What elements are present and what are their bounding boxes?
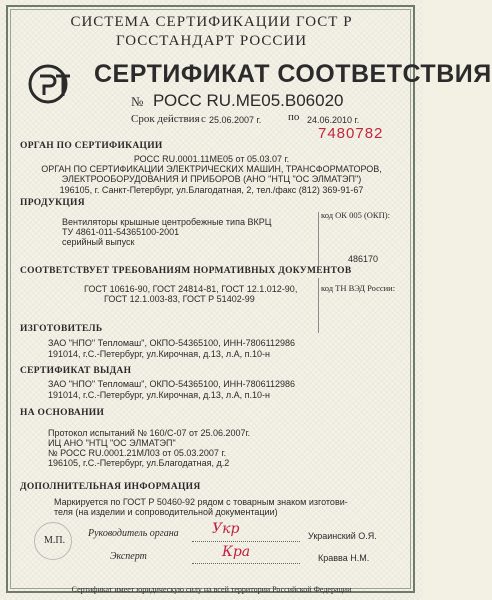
stamp-label: М.П.: [44, 535, 66, 546]
expert-signature: Кра: [222, 544, 251, 560]
requirements-line: ГОСТ 10616-90, ГОСТ 24814-81, ГОСТ 12.1.012-90,: [84, 284, 298, 294]
expert-name: Кравва Н.М.: [318, 553, 370, 563]
organ-line: РОСС RU.0001.11ME05 от 05.03.07 г.: [133, 154, 290, 164]
head-label: Руководитель органа: [88, 528, 179, 539]
issued-line: 191014, г.С.-Петербург, ул.Кирочная, д.13, л.А, п.10-н: [48, 390, 271, 400]
organ-line: ОРГАН ПО СЕРТИФИКАЦИИ ЭЛЕКТРИЧЕСКИХ МАШИН, ТРАНСФОРМАТОРОВ,: [41, 164, 382, 174]
basis-line: Протокол испытаний № 160/С-07 от 25.06.2007г.: [48, 428, 251, 438]
extra-line: теля (на изделии и сопроводительной документации): [54, 507, 278, 517]
validity-from: 25.06.2007 г.: [209, 115, 262, 125]
issued-heading: СЕРТИФИКАТ ВЫДАН: [20, 366, 132, 376]
gost-r-pct-logo-icon: [28, 62, 72, 106]
footer-note: Сертификат имеет юридическую силу на всей территории Российской Федерации: [71, 585, 352, 594]
issued-line: ЗАО "НПО" Тепломаш", ОКПО-54365100, ИНН-7806112986: [48, 379, 296, 389]
certificate-number: РОСС RU.ME05.B06020: [153, 91, 344, 110]
manufacturer-line: ЗАО "НПО" Тепломаш", ОКПО-54365100, ИНН-7806112986: [48, 338, 296, 348]
expert-label: Эксперт: [110, 551, 147, 562]
system-name: СИСТЕМА СЕРТИФИКАЦИИ ГОСТ Р: [70, 14, 353, 30]
basis-line: ИЦ АНО "НТЦ "ОС ЭЛМАТЭП": [48, 438, 176, 448]
agency-name: ГОССТАНДАРТ РОССИИ: [115, 33, 308, 49]
product-line: серийный выпуск: [62, 237, 135, 247]
number-symbol: №: [131, 94, 144, 109]
validity-to: 24.06.2010 г.: [307, 115, 360, 125]
expert-signature-line: [192, 562, 300, 564]
tn-code-label: код ТН ВЭД России:: [321, 283, 396, 293]
serial-number: 7480782: [318, 125, 384, 142]
product-heading: ПРОДУКЦИЯ: [20, 198, 85, 208]
head-name: Украинский О.Я.: [308, 531, 377, 541]
certificate-title: СЕРТИФИКАТ СООТВЕТСТВИЯ: [94, 60, 492, 88]
organ-heading: ОРГАН ПО СЕРТИФИКАЦИИ: [20, 141, 163, 151]
validity-from-label: с: [201, 113, 206, 125]
extra-heading: ДОПОЛНИТЕЛЬНАЯ ИНФОРМАЦИЯ: [20, 482, 201, 492]
product-line: ТУ 4861-011-54365100-2001: [62, 227, 180, 237]
okp-code-label: код ОК 005 (ОКП):: [321, 210, 390, 220]
basis-heading: НА ОСНОВАНИИ: [20, 408, 105, 418]
head-signature: Укр: [212, 521, 240, 537]
product-line: Вентиляторы крышные центробежные типа ВКРЦ: [62, 217, 272, 227]
requirements-line: ГОСТ 12.1.003-83, ГОСТ Р 51402-99: [104, 294, 255, 304]
basis-line: 196105, г.С.-Петербург, ул.Благодатная, д.2: [48, 458, 230, 468]
extra-line: Маркируется по ГОСТ Р 50460-92 рядом с товарным знаком изготови-: [54, 497, 348, 507]
basis-line: № РОСС RU.0001.21МЛ03 от 05.03.2007 г.: [48, 448, 227, 458]
requirements-heading: СООТВЕТСТВУЕТ ТРЕБОВАНИЯМ НОРМАТИВНЫХ ДОКУМЕНТОВ: [20, 266, 352, 276]
organ-line: 196105, г. Санкт-Петербург, ул.Благодатная, 2, тел./факс (812) 369-91-67: [59, 185, 364, 195]
validity-to-label: по: [288, 111, 300, 123]
head-signature-line: [192, 540, 300, 542]
okp-code-value: 486170: [348, 254, 379, 264]
organ-line: ЭЛЕКТРООБОРУДОВАНИЯ И ПРИБОРОВ (АНО "НТЦ "ОС ЭЛМАТЭП"): [61, 174, 362, 184]
manufacturer-line: 191014, г.С.-Петербург, ул.Кирочная, д.13, л.А, п.10-н: [48, 349, 271, 359]
manufacturer-heading: ИЗГОТОВИТЕЛЬ: [20, 324, 103, 334]
validity-label: Срок действия: [131, 113, 200, 125]
